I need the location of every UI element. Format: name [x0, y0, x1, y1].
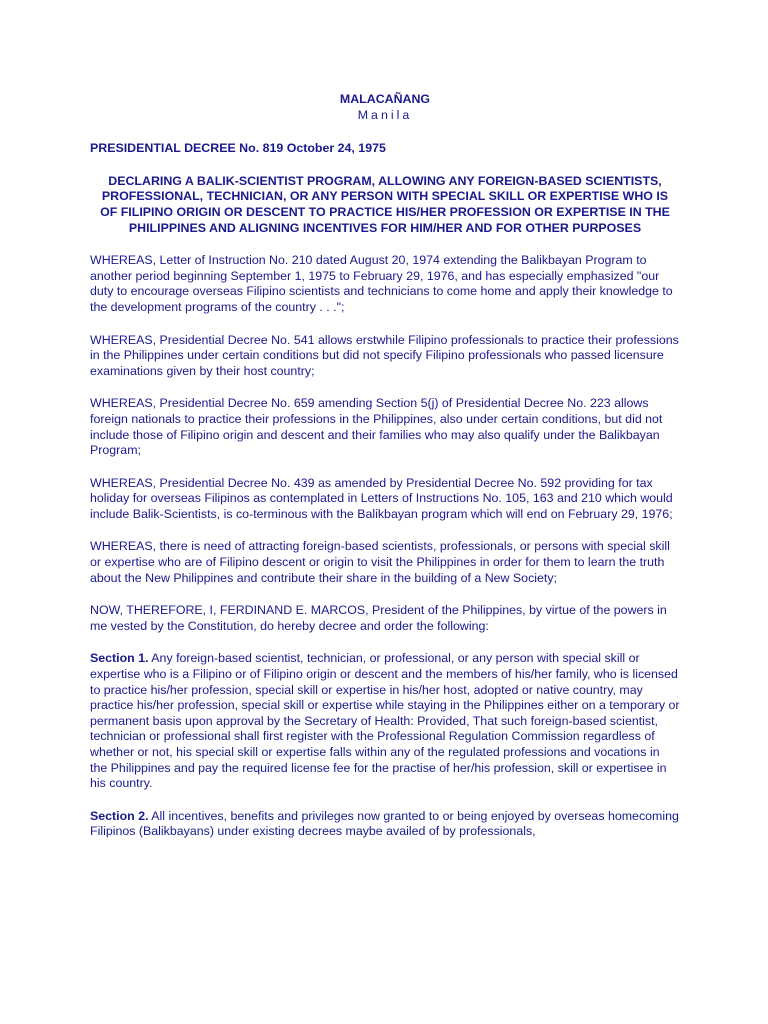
whereas-clause-3: WHEREAS, Presidential Decree No. 659 amending Section 5(j) of Presidential Decree No. 223 allows foreign nationals to practice their professions in the Philippines, also under certain conditions, but did not include those of Filipino origin and descent and their families who may also qualify under the Balikbayan Program;: [90, 396, 663, 458]
section-1: [90, 651, 680, 791]
section-1-text: Any foreign-based scientist, technician, or professional, or any person with special skill or expertise who is a Filipino or of Filipino origin or descent and the members of his/her family, who is licensed to practice his/her profession, special skill or expertise in his/her host, adopted or native country, may practice his/her profession, special skill or expertise while staying in the Philippines either on a temporary or permanent basis upon approval by the Secretary of Health: Provided, That such foreign-based scientist, technician or professional shall first register with the Professional Regulation Commission regardless of whether or not, his special skill or expertise falls within any of the regulated professions and vocations in the Philippines and pay the required license fee for the practise of her/his profession, skill or expertisee in his country.: [90, 651, 680, 791]
issuing-city: Manila: [357, 107, 413, 122]
whereas-clause-4: WHEREAS, Presidential Decree No. 439 as amended by Presidential Decree No. 592 providing for tax holiday for overseas Filipinos as contemplated in Letters of Instructions No. 105, 163 and 210 which would include Balik-Scientists, is co-terminous with the Balikbayan program which will end on February 29, 1976;: [90, 475, 673, 521]
whereas-clause-5: WHEREAS, there is need of attracting foreign-based scientists, professionals, or persons with special skill or expertise who are of Filipino descent or origin to visit the Philippines in order for them to learn the truth about the New Philippines and contribute their share in the building of a New Society;: [90, 539, 670, 585]
decree-number: PRESIDENTIAL DECREE No. 819 October 24, 1975: [90, 141, 386, 156]
whereas-clause-2: WHEREAS, Presidential Decree No. 541 allows erstwhile Filipino professionals to practice their professions in the Philippines under certain conditions but did not specify Filipino professionals who passed licensure examinations given by their host country;: [90, 332, 679, 378]
section-1-label: Section 1.: [90, 651, 149, 666]
section-2: [90, 809, 680, 840]
document-page: [90, 92, 680, 857]
section-2-label: Section 2.: [90, 808, 149, 823]
now-therefore-clause: NOW, THEREFORE, I, FERDINAND E. MARCOS, President of the Philippines, by virtue of the powers in me vested by the Constitution, do hereby decree and order the following:: [90, 603, 667, 633]
issuing-office: MALACAÑANG: [339, 92, 431, 106]
decree-title: DECLARING A BALIK-SCIENTIST PROGRAM, ALLOWING ANY FOREIGN-BASED SCIENTISTS, PROFESSIONAL, TECHNICIAN, OR ANY PERSON WITH SPECIAL SKILL OR EXPERTISE WHO IS OF FILIPINO ORIGIN OR DESCENT TO PRACTICE HIS/HER PROFESSION OR EXPERTISE IN THE PHILIPPINES AND ALIGNING INCENTIVES FOR HIM/HER AND FOR OTHER PURPOSES: [100, 173, 670, 235]
whereas-clause-1: WHEREAS, Letter of Instruction No. 210 dated August 20, 1974 extending the Balikbayan Program to another period beginning September 1, 1975 to February 29, 1976, and has especially emphasized "our duty to encourage overseas Filipino scientists and technicians to come home and apply their knowledge to the development programs of the country . . .";: [90, 253, 673, 314]
section-2-text: All incentives, benefits and privileges now granted to or being enjoyed by overseas homecoming Filipinos (Balikbayans) under existing decrees maybe availed of by professionals,: [90, 808, 679, 839]
